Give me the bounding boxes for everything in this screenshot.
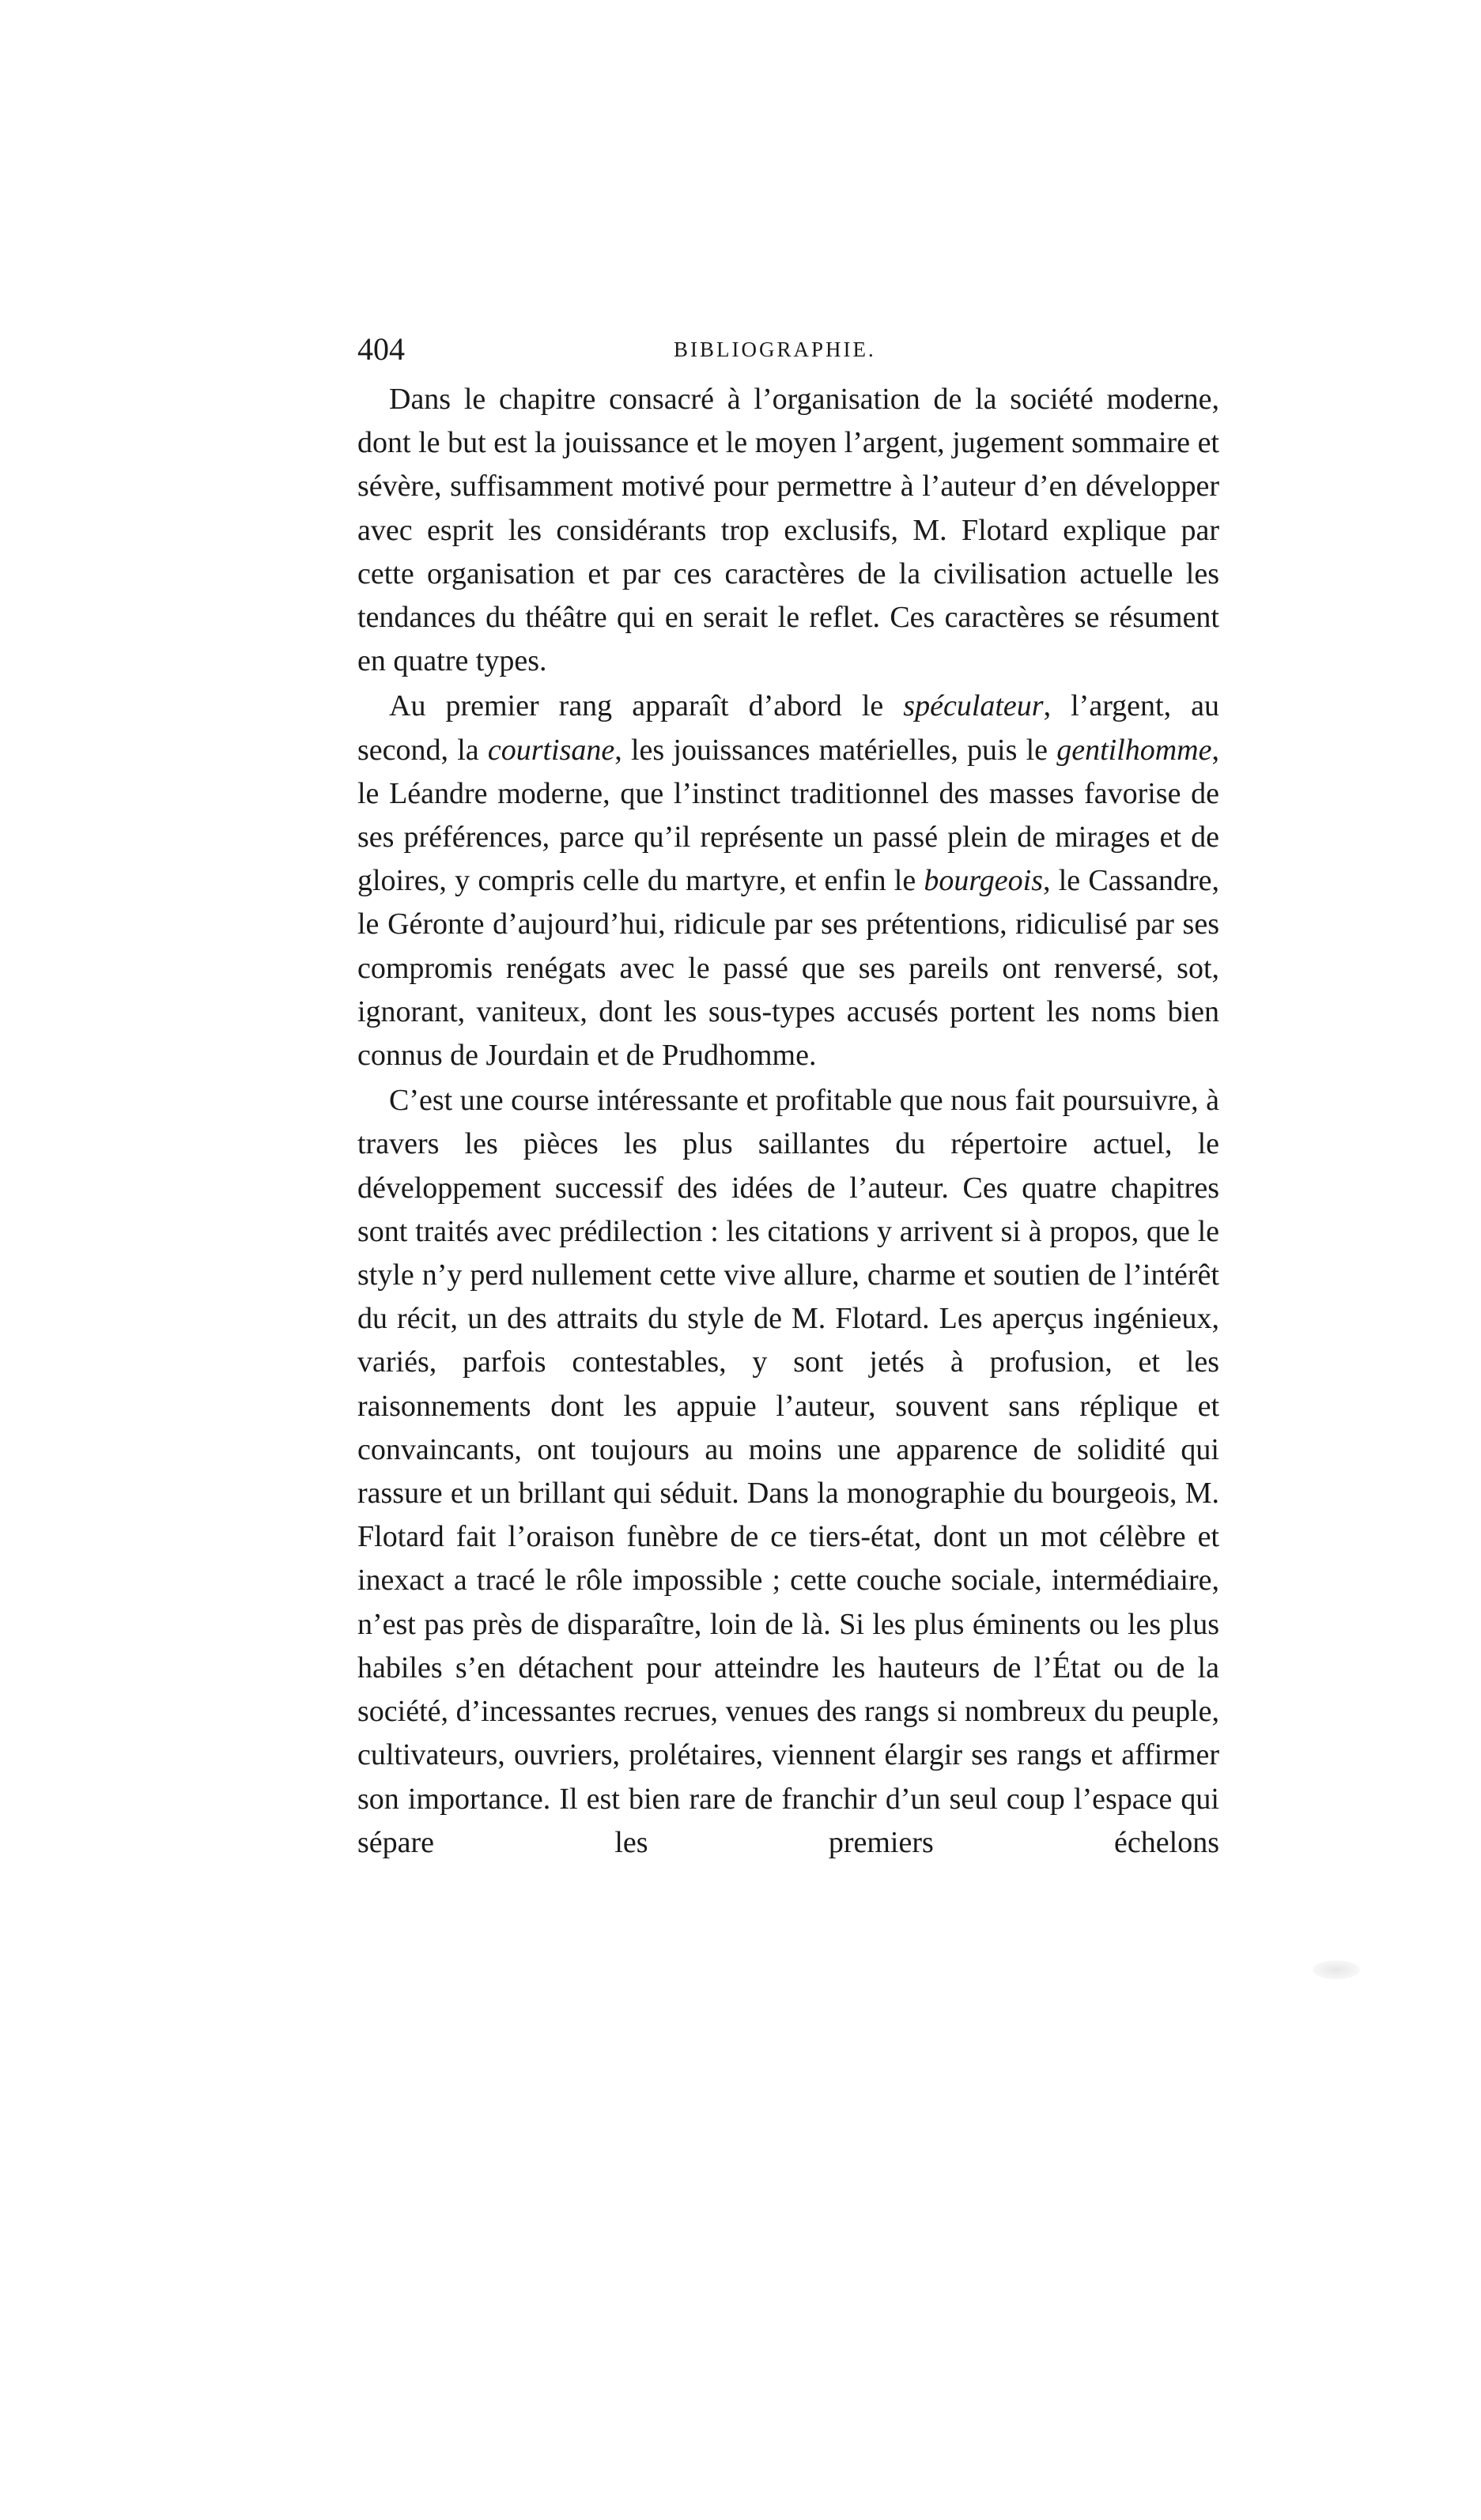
- body-text: [357, 378, 1219, 1866]
- paragraph-text: , l’argent, au second, la: [357, 689, 1219, 767]
- italic-term-speculateur: spéculateur: [903, 689, 1044, 723]
- paragraph-1: [357, 378, 1219, 683]
- page-number: 404: [357, 331, 405, 367]
- paragraph-2: [357, 685, 1219, 1077]
- running-title: BIBLIOGRAPHIE.: [674, 338, 876, 361]
- paragraph-text: Au premier rang apparaît d’abord le: [389, 689, 904, 723]
- italic-term-courtisane: courtisane: [487, 733, 615, 767]
- italic-term-bourgeois: bourgeois: [924, 864, 1043, 898]
- paragraph-text: , le Léandre moderne, que l’instinct traditionnel des masses favorise de ses préférences, parce qu’il représente un passé plein de mirages et de gloires, y compris celle du martyre, et enfin le: [357, 733, 1219, 898]
- italic-term-gentilhomme: gentilhomme: [1056, 733, 1212, 767]
- paragraph-text: , le Cassandre, le Géronte d’aujourd’hui, ridicule par ses prétentions, ridiculisé par ses compromis renégats avec le passé que ses pareils ont renversé, sot, ignorant, vaniteux, dont les sous-types accusés portent les noms bien connus de Jourdain et de Prudhomme.: [357, 864, 1219, 1073]
- paper-smudge: [1313, 1960, 1360, 1979]
- paragraph-text: Dans le chapitre consacré à l’organisation de la société moderne, dont le but est la jouissance et le moyen l’argent, jugement sommaire et sévère, suffisamment motivé pour permettre à l’auteur d’en développer avec esprit les considérants trop exclusifs, M. Flotard explique par cette organisation et par ces caractères de la civilisation actuelle les tendances du théâtre qui en serait le reflet. Ces caractères se résument en quatre types.: [357, 383, 1219, 678]
- running-head: [357, 326, 1219, 373]
- paragraph-text: C’est une course intéressante et profitable que nous fait poursuivre, à travers les pièces les plus saillantes du répertoire actuel, le développement successif des idées de l’auteur. Ces quatre chapitres sont traités avec prédilection : les citations y arrivent si à propos, que le style n’y perd nullement cette vive allure, charme et soutien de l’intérêt du récit, un des attraits du style de M. Flotard. Les aperçus ingénieux, variés, parfois contestables, y sont jetés à profusion, et les raisonnements dont les appuie l’auteur, souvent sans réplique et convaincants, ont toujours au moins une apparence de solidité qui rassure et un brillant qui séduit. Dans la monographie du bourgeois, M. Flotard fait l’oraison funèbre de ce tiers-état, dont un mot célèbre et inexact a tracé le rôle impossible ; cette couche sociale, intermédiaire, n’est pas près de disparaître, loin de là. Si les plus éminents ou les plus habiles s’en détachent pour atteindre les hauteurs de l’État ou de la société, d’incessantes recrues, venues des rangs si nombreux du peuple, cultivateurs, ouvriers, prolétaires, viennent élargir ses rangs et affirmer son importance. Il est bien rare de franchir d’un seul coup l’espace qui sépare les premiers échelons: [357, 1084, 1219, 1859]
- paragraph-3: [357, 1079, 1219, 1865]
- paragraph-text: , les jouissances matérielles, puis le: [614, 733, 1057, 767]
